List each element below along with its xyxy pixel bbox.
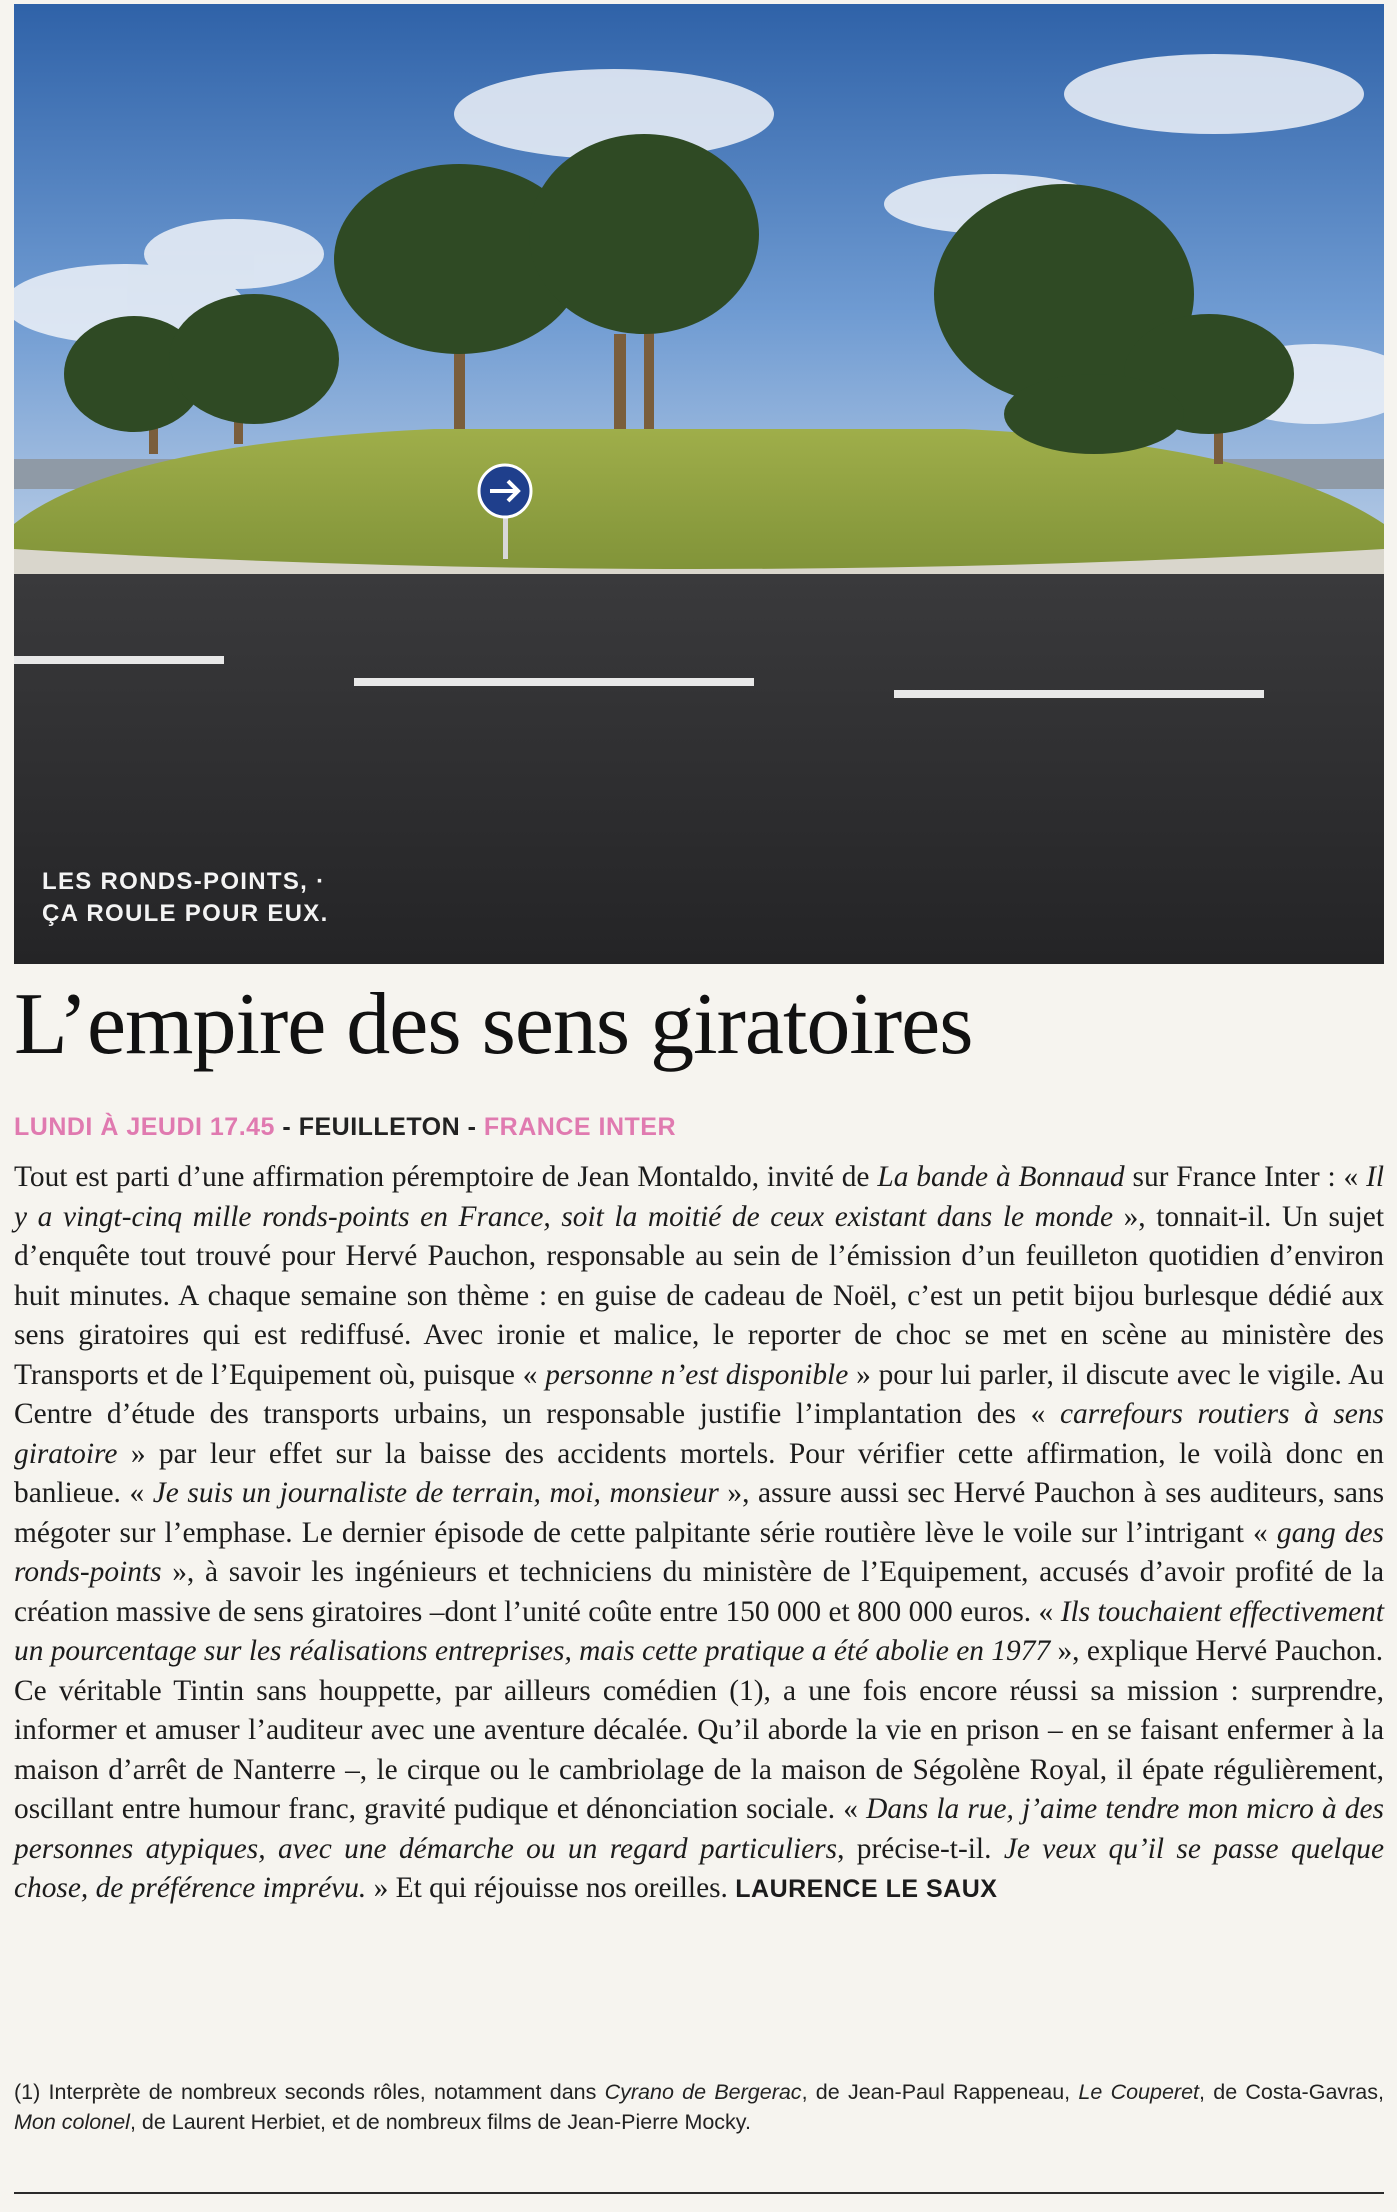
text-run: », explique Hervé Pauchon. — [1050, 1635, 1384, 1667]
meta-separator: - — [274, 1113, 299, 1141]
italic-run: personne n’est disponible — [545, 1358, 849, 1391]
text-run: , précise-t-il. — [837, 1832, 1004, 1865]
article-page — [14, 0, 1384, 2212]
text-run: , de Costa-Gavras, — [1199, 2080, 1384, 2104]
footnote — [14, 2077, 1384, 2137]
text-run: » pour lui parler, il discute avec le vigile. Au Centre d’étude des transports urbains, un responsable justifie l’implantation des « — [14, 1358, 1385, 1430]
italic-run: Mon colonel — [14, 2110, 130, 2134]
schedule-label: LUNDI À JEUDI 17.45 — [14, 1113, 275, 1141]
text-run: » Et qui réjouisse nos oreilles. — [366, 1872, 736, 1904]
text-run: Ce véritable Tintin sans houppette, par ailleurs comédien (1), a une fois encore réussi sa mission : surprendre, informer et amuser l’auditeur avec une aventure décalée. Qu’il aborde la vie en prison – en se faisant enfermer à la maison d’arrêt de Nanterre –, le cirque ou le cambriolage de la maison de Ségolène Royal, il épate régulièrement, oscillant entre humour franc, gravité pudique et dénonciation sociale. « — [14, 1674, 1384, 1825]
paragraph-2-text — [14, 1675, 1384, 1905]
caption-line-2: ÇA ROULE POUR EUX. — [42, 900, 329, 927]
text-run: », à savoir les ingénieurs et techniciens du ministère de l’Equipement, accusés d’avoir profité de la création massive de sens giratoires –dont l’unité coûte entre 150 000 et 800 000 euros. « — [14, 1556, 1384, 1628]
text-run: , de Laurent Herbiet, et de nombreux films de Jean-Pierre Mocky. — [129, 2110, 751, 2134]
italic-run: La bande à Bonnaud — [877, 1161, 1125, 1193]
italic-run: carrefours routiers à sens giratoire — [14, 1398, 1384, 1470]
italic-run: Cyrano de Bergerac — [604, 2080, 802, 2104]
roundabout-photo — [14, 4, 1384, 964]
italic-run: Ils touchaient effectivement un pourcentage sur les réalisations entreprises, mais cette pratique a été abolie en 1977 — [14, 1595, 1384, 1667]
station-label: FRANCE INTER — [483, 1113, 676, 1141]
italic-run: Dans la rue, j’aime tendre mon micro à des personnes atypiques, avec une démarche ou un regard particuliers — [14, 1793, 1384, 1865]
text-run: , de Jean-Paul Rappeneau, — [801, 2080, 1079, 2104]
meta-separator: - — [460, 1113, 484, 1141]
italic-run: Le Couperet — [1078, 2080, 1200, 2104]
body-paragraph-1 — [14, 1158, 1384, 1672]
author-signature: LAURENCE LE SAUX — [735, 1875, 998, 1903]
genre-label: FEUILLETON — [298, 1113, 461, 1141]
text-run: » par leur effet sur la baisse des accidents mortels. Pour vérifier cette affirmation, le voilà donc en banlieue. « — [14, 1437, 1384, 1509]
article-body — [14, 1158, 1384, 1910]
text-run: », assure aussi sec Hervé Pauchon à ses auditeurs, sans mégoter sur l’emphase. Le dernier épisode de cette palpitante série routière lève le voile sur l’intrigant « — [14, 1477, 1385, 1549]
text-run: (1) Interprète de nombreux seconds rôles, notamment dans — [14, 2080, 605, 2104]
photo-caption — [42, 866, 329, 930]
italic-run: gang des ronds-points — [14, 1516, 1384, 1588]
broadcast-info — [14, 1110, 676, 1144]
italic-run: Je suis un journaliste de terrain, moi, monsieur — [152, 1477, 719, 1509]
text-run: », tonnait-il. Un sujet d’enquête tout trouvé pour Hervé Pauchon, responsable au sein de l’émission d’un feuilleton quotidien d’environ huit minutes. A chaque semaine son thème : en guise de cadeau de Noël, c’est un petit bijou burlesque dédié aux sens giratoires qui est rediffusé. Avec ironie et malice, le reporter de choc se met en scène au ministère des Transports et de l’Equipement où, puisque « — [14, 1200, 1384, 1391]
article-headline: L’empire des sens giratoires — [14, 976, 973, 1073]
text-run: sur France Inter : « — [1124, 1161, 1367, 1193]
italic-run: Je veux qu’il se passe quelque chose, de préférence imprévu. — [14, 1832, 1385, 1904]
body-paragraph-2 — [14, 1672, 1384, 1910]
italic-run: Il y a vingt-cinq mille ronds-points en France, soit la moitié de ceux existant dans le monde — [14, 1161, 1385, 1233]
caption-line-1: LES RONDS-POINTS, · — [42, 868, 326, 895]
text-run: Tout est parti d’une affirmation péremptoire de Jean Montaldo, invité de — [14, 1161, 878, 1193]
bottom-rule — [14, 2192, 1384, 2194]
